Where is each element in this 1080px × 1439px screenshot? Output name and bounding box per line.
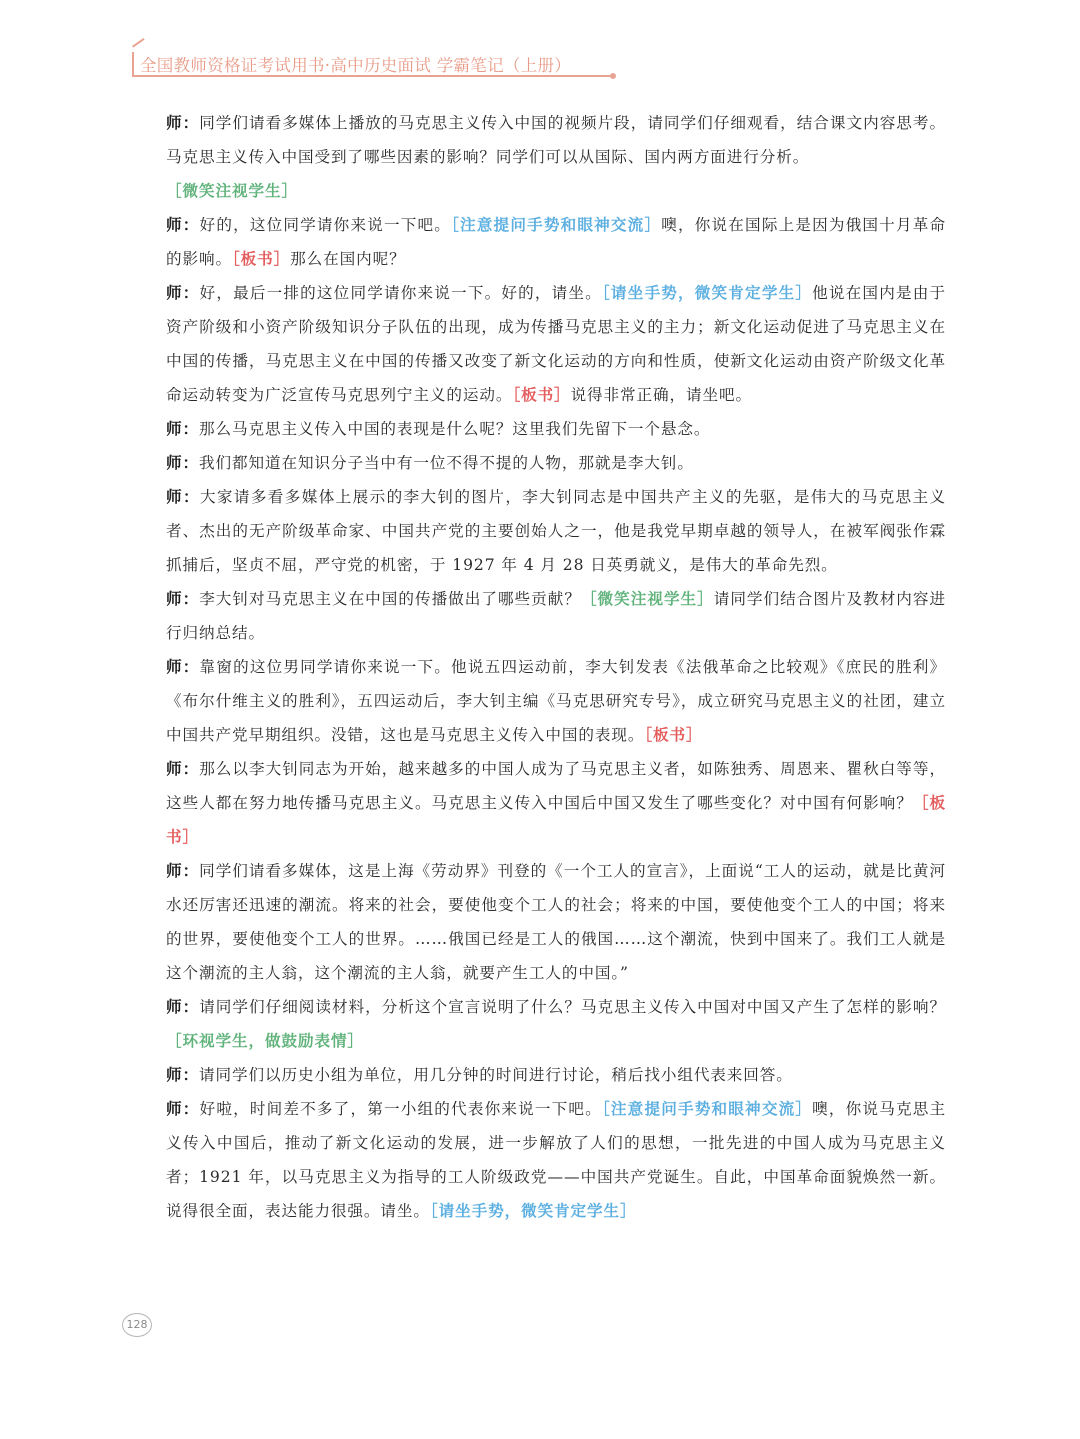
dialogue-paragraph xyxy=(166,582,946,650)
header-decoration xyxy=(132,52,134,76)
paragraph-text: 同学们请看多媒体上播放的马克思主义传入中国的视频片段，请同学们仔细观看，结合课文内容思考。马克思主义传入中国受到了哪些因素的影响？同学们可以从国际、国内两方面进行分析。 xyxy=(166,114,946,166)
speaker-label: 师： xyxy=(166,453,199,472)
dialogue-paragraph xyxy=(166,854,946,990)
paragraph-text: 请同学们结合图片及教材内容进行归纳总结。 xyxy=(166,590,946,642)
paragraph-text: 那么以李大钊同志为开始，越来越多的中国人成为了马克思主义者，如陈独秀、周恩来、瞿秋白等等，这些人都在努力地传播马克思主义。马克思主义传入中国后中国又发生了哪些变化？对中国有何影响？ xyxy=(166,760,946,812)
speaker-label: 师： xyxy=(166,861,200,880)
paragraph-text: 说得非常正确，请坐吧。 xyxy=(570,386,752,404)
blackboard-note-tag: ［板书］ xyxy=(512,386,571,404)
stage-direction-blue: ［请坐手势，微笑肯定学生］ xyxy=(429,1202,637,1220)
paragraph-text: 他说在国内是由于资产阶级和小资产阶级知识分子队伍的出现，成为传播马克思主义的主力；新文化运动促进了马克思主义在中国的传播，马克思主义在中国的传播又改变了新文化运动的方向和性质，使新文化运动由资产阶级文化革命运动转变为广泛宣传马克思列宁主义的运动。 xyxy=(166,284,946,404)
header-dot xyxy=(610,73,616,79)
paragraph-text: 那么马克思主义传入中国的表现是什么呢？这里我们先留下一个悬念。 xyxy=(199,420,711,438)
page-number: 128 xyxy=(122,1313,152,1337)
blackboard-note-tag: ［板书］ xyxy=(644,726,703,744)
speaker-label: 师： xyxy=(166,657,200,676)
paragraph-text: 我们都知道在知识分子当中有一位不得不提的人物，那就是李大钊。 xyxy=(199,454,694,472)
dialogue-paragraph xyxy=(166,276,946,412)
paragraph-text: 大家请多看多媒体上展示的李大钊的图片，李大钊同志是中国共产主义的先驱，是伟大的马克思主义者、杰出的无产阶级革命家、中国共产党的主要创始人之一，他是我党早期卓越的领导人，在被军阀张作霖抓捕后，坚贞不屈，严守党的机密，于 1927 年 4 月 28 日英勇就义，是伟大的革命先烈。 xyxy=(166,488,946,574)
speaker-label: 师： xyxy=(166,487,200,506)
dialogue-paragraph xyxy=(166,412,946,446)
header-rule xyxy=(132,75,614,77)
speaker-label: 师： xyxy=(166,589,200,608)
stage-direction-blue: ［注意提问手势和眼神交流］ xyxy=(601,1100,813,1118)
page-body xyxy=(166,106,946,1228)
paragraph-text: 好，最后一排的这位同学请你来说一下。好的，请坐。 xyxy=(199,284,602,302)
paragraph-text: 请同学们仔细阅读材料，分析这个宣言说明了什么？马克思主义传入中国对中国又产生了怎样的影响？ xyxy=(199,998,946,1016)
stage-direction-blue: ［注意提问手势和眼神交流］ xyxy=(451,216,662,234)
paragraph-text: 请同学们以历史小组为单位，用几分钟的时间进行讨论，稍后找小组代表来回答。 xyxy=(199,1066,793,1084)
speaker-label: 师： xyxy=(166,419,199,438)
running-header xyxy=(132,46,617,80)
paragraph-text: 同学们请看多媒体，这是上海《劳动界》刊登的《一个工人的宣言》，上面说“工人的运动，就是比黄河水还厉害还迅速的潮流。将来的社会，要使他变个工人的社会；将来的中国，要使他变个工人的中国；将来的世界，要使他变个工人的世界。……俄国已经是工人的俄国……这个潮流，快到中国来了。我们工人就是这个潮流的主人翁，这个潮流的主人翁，就要产生工人的中国。” xyxy=(166,862,946,982)
speaker-label: 师： xyxy=(166,283,200,302)
dialogue-paragraph xyxy=(166,106,946,174)
dialogue-paragraph xyxy=(166,208,946,276)
speaker-label: 师： xyxy=(166,113,200,132)
blackboard-note-tag: ［板书］ xyxy=(166,794,946,846)
stage-direction-blue: ［请坐手势，微笑肯定学生］ xyxy=(601,284,813,302)
speaker-label: 师： xyxy=(166,997,200,1016)
speaker-label: 师： xyxy=(166,1099,200,1118)
paragraph-text: 好的，这位同学请你来说一下吧。 xyxy=(199,216,452,234)
dialogue-paragraph xyxy=(166,1092,946,1228)
dialogue-paragraph xyxy=(166,990,946,1058)
dialogue-paragraph xyxy=(166,752,946,854)
dialogue-paragraph xyxy=(166,480,946,582)
dialogue-paragraph xyxy=(166,650,946,752)
blackboard-note-tag: ［板书］ xyxy=(231,250,291,268)
paragraph-text: 噢，你说在国际上是因为俄国十月革命的影响。 xyxy=(166,216,946,268)
stage-direction-green: ［微笑注视学生］ xyxy=(580,590,714,608)
paragraph-text: 李大钊对马克思主义在中国的传播做出了哪些贡献？ xyxy=(199,590,581,608)
dialogue-paragraph xyxy=(166,1058,946,1092)
speaker-label: 师： xyxy=(166,215,200,234)
stage-direction-green: ［环视学生，做鼓励表情］ xyxy=(166,1032,364,1050)
header-decoration xyxy=(132,38,145,48)
speaker-label: 师： xyxy=(166,759,200,778)
paragraph-text: 噢，你说马克思主义传入中国后，推动了新文化运动的发展，进一步解放了人们的思想，一批先进的中国人成为马克思主义者；1921 年，以马克思主义为指导的工人阶级政党——中国共产党诞生。自此，中国革命面貌焕然一新。说得很全面，表达能力很强。请坐。 xyxy=(166,1100,946,1220)
dialogue-paragraph xyxy=(166,446,946,480)
paragraph-text: 好啦，时间差不多了，第一小组的代表你来说一下吧。 xyxy=(199,1100,602,1118)
stage-direction-green: ［微笑注视学生］ xyxy=(166,182,298,200)
paragraph-text: 靠窗的这位男同学请你来说一下。他说五四运动前，李大钊发表《法俄革命之比较观》《庶民的胜利》《布尔什维主义的胜利》，五四运动后，李大钊主编《马克思研究专号》，成立研究马克思主义的社团，建立中国共产党早期组织。没错，这也是马克思主义传入中国的表现。 xyxy=(166,658,946,744)
dialogue-paragraph xyxy=(166,174,946,208)
header-title: 全国教师资格证考试用书·高中历史面试 学霸笔记（上册） xyxy=(140,56,572,75)
speaker-label: 师： xyxy=(166,1065,199,1084)
paragraph-text: 那么在国内呢？ xyxy=(290,250,406,268)
